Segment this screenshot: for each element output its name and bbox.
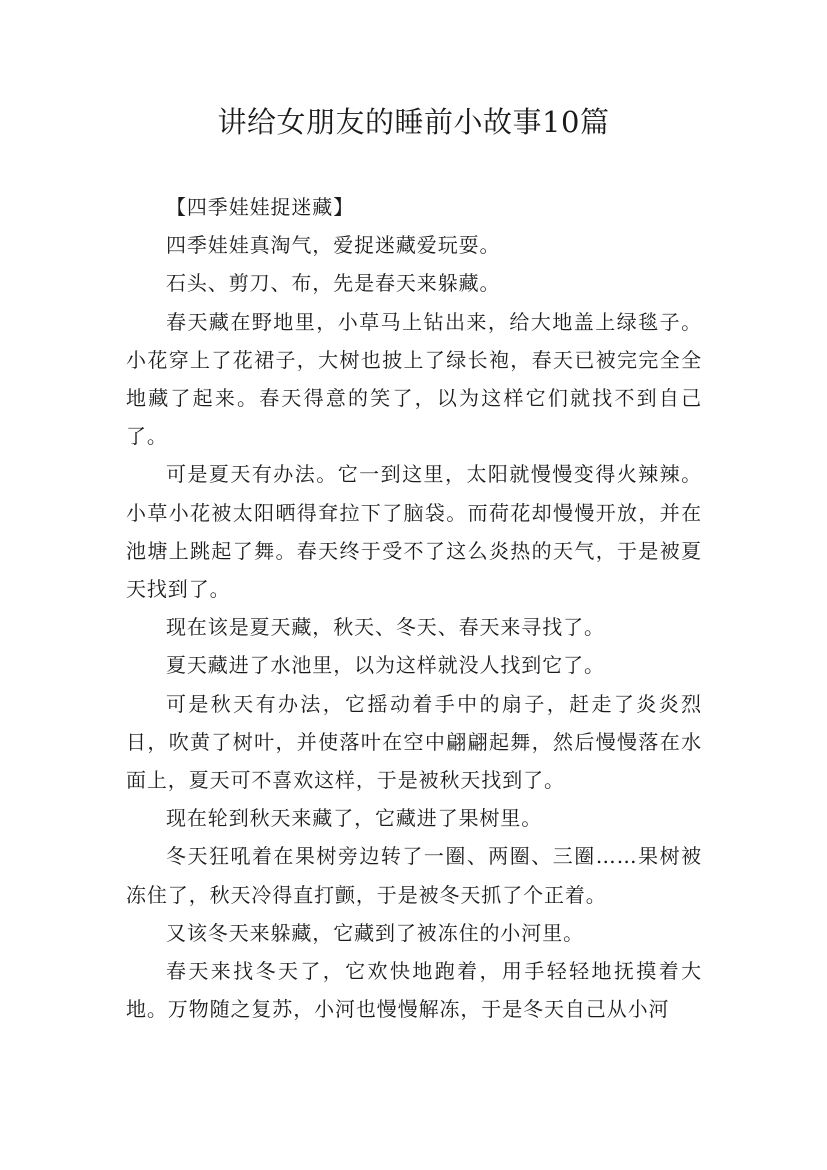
section-title: 【四季娃娃捉迷藏】 bbox=[166, 195, 355, 219]
paragraph-7: 可是秋天有办法，它摇动着手中的扇子，赶走了炎炎烈日，吹黄了树叶，并使落叶在空中翩翩起舞，然后慢慢落在水面上，夏天可不喜欢这样，于是被秋天找到了。 bbox=[126, 691, 702, 793]
paragraph-1: 四季娃娃真淘气，爱捉迷藏爱玩耍。 bbox=[166, 233, 501, 258]
document-title: 讲给女朋友的睡前小故事10篇 bbox=[217, 105, 610, 139]
paragraph-5: 现在该是夏天藏，秋天、冬天、春天来寻找了。 bbox=[166, 615, 605, 640]
paragraph-2: 石头、剪刀、布，先是春天来躲藏。 bbox=[166, 271, 501, 296]
paragraph-6: 夏天藏进了水池里，以为这样就没人找到它了。 bbox=[166, 653, 605, 678]
paragraph-8: 现在轮到秋天来藏了，它藏进了果树里。 bbox=[166, 806, 543, 831]
paragraph-3: 春天藏在野地里，小草马上钻出来，给大地盖上绿毯子。小花穿上了花裙子，大树也披上了绿长袍，春天已被完完全全地藏了起来。春天得意的笑了，以为这样它们就找不到自己了。 bbox=[126, 309, 702, 449]
paragraph-9: 冬天狂吼着在果树旁边转了一圈、两圈、三圈……果树被冻住了，秋天冷得直打颤，于是被冬天抓了个正着。 bbox=[126, 844, 702, 907]
paragraph-4: 可是夏天有办法。它一到这里，太阳就慢慢变得火辣辣。小草小花被太阳晒得耷拉下了脑袋。而荷花却慢慢开放，并在池塘上跳起了舞。春天终于受不了这么炎热的天气，于是被夏天找到了。 bbox=[126, 462, 702, 602]
document-body bbox=[126, 188, 702, 1028]
paragraph-11: 春天来找冬天了，它欢快地跑着，用手轻轻地抚摸着大地。万物随之复苏，小河也慢慢解冻，于是冬天自己从小河 bbox=[126, 959, 702, 1022]
paragraph-10: 又该冬天来躲藏，它藏到了被冻住的小河里。 bbox=[166, 920, 584, 945]
